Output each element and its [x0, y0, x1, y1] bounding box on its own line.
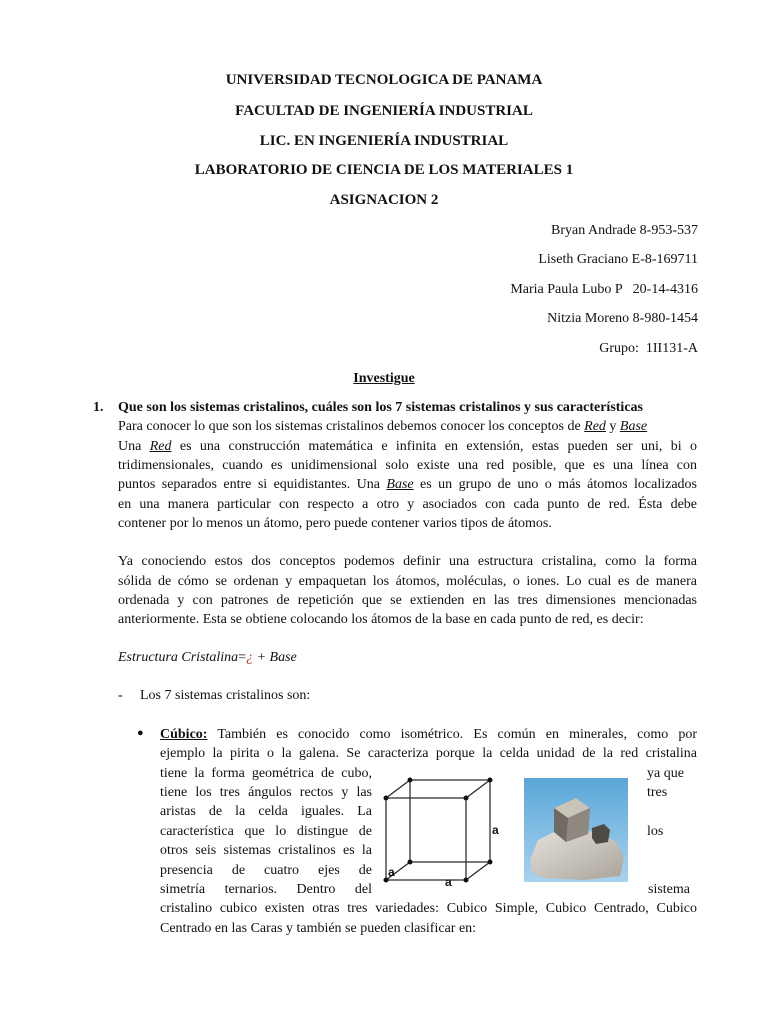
paragraph-line: Una Red es una construcción matemática e infinita en extensión, estas pueden ser uni, bi o: [118, 439, 698, 454]
lattice-point: [464, 878, 469, 883]
cubic-right-word: sistema: [648, 882, 690, 897]
program-title: LIC. EN INGENIERÍA INDUSTRIAL: [259, 133, 509, 149]
faculty-title: FACULTAD DE INGENIERÍA INDUSTRIAL: [235, 103, 533, 119]
cubic-right-word: ya que: [647, 766, 684, 781]
list-dash: -: [118, 688, 123, 703]
cubic-cell-diagram: [380, 770, 510, 888]
lattice-point: [488, 860, 493, 865]
author-line: Bryan Andrade 8-953-537: [551, 223, 698, 238]
cubic-line: aristas de la celda iguales. La: [160, 804, 372, 819]
group-line: Grupo: 1II131-A: [599, 341, 698, 356]
lattice-point: [408, 778, 413, 783]
term-red: Red: [149, 439, 172, 454]
paragraph-line: en una manera particular con respecto a otro y asociados con cada punto de red. Ésta debe: [118, 497, 697, 512]
lattice-point: [488, 778, 493, 783]
paragraph-line: sólida de cómo se ordenan y empaquetan los átomos, moléculas, o iones. Lo cual es de manera: [118, 574, 697, 589]
author-line: Nitzia Moreno 8-980-1454: [547, 311, 698, 326]
cubic-line: tiene los tres ángulos rectos y las: [160, 785, 372, 800]
cubic-line: ejemplo la pirita o la galena. Se caracteriza porque la celda unidad de la red cristalina: [160, 746, 697, 761]
cubic-line: cristalino cubico existen otras tres variedades: Cubico Simple, Cubico Centrado, Cubico: [160, 901, 697, 916]
cubic-line: otros seis sistemas cristalinos es la: [160, 843, 372, 858]
bullet-icon: ●: [137, 727, 144, 739]
cubic-line: característica que lo distingue de: [160, 824, 372, 839]
paragraph-line: contener por lo menos un átomo, pero puede contener varios tipos de átomos.: [118, 516, 552, 531]
cube-edge: [386, 780, 410, 798]
cubic-line: Cúbico: También es conocido como isométrico. Es común en minerales, como por: [160, 727, 698, 742]
lattice-point: [408, 860, 413, 865]
edge-label: a: [492, 823, 499, 837]
cubic-right-word: los: [647, 824, 664, 839]
term-cubic: Cúbico:: [160, 727, 208, 742]
cube-edge: [466, 862, 490, 880]
assignment-title: ASIGNACION 2: [329, 192, 439, 208]
cubic-right-word: tres: [647, 785, 668, 800]
paragraph-line: anteriormente. Esta se obtiene colocando los átomos de la base en cada punto de red, es decir:: [118, 612, 644, 627]
cube-back-face: [410, 780, 490, 862]
author-line: Maria Paula Lubo P 20-14-4316: [510, 282, 698, 297]
lattice-point: [464, 796, 469, 801]
paragraph-line: Ya conociendo estos dos conceptos podemos definir una estructura cristalina, como la forma: [118, 554, 697, 569]
crystal-formula: Estructura Cristalina=¿ + Base: [118, 650, 297, 665]
section-title: Investigue: [353, 371, 415, 386]
term-base: Base: [619, 419, 648, 434]
cubic-line: tiene la forma geométrica de cubo,: [160, 766, 372, 781]
author-line: Liseth Graciano E-8-169711: [538, 252, 698, 267]
term-base: Base: [386, 477, 414, 492]
lab-title: LABORATORIO DE CIENCIA DE LOS MATERIALES 1: [194, 162, 574, 178]
cubic-line: presencia de cuatro ejes de: [160, 863, 372, 878]
cubic-line: Centrado en las Caras y también se pueden clasificar en:: [160, 921, 477, 936]
question-number: 1.: [93, 400, 104, 415]
paragraph-line: ordenada y con patrones de repetición que se extienden en las tres dimensiones mencionadas: [118, 593, 697, 608]
edge-label: a: [445, 875, 452, 888]
university-title: UNIVERSIDAD TECNOLOGICA DE PANAMA: [225, 72, 543, 88]
cube-edge: [466, 780, 490, 798]
edge-label: a: [388, 865, 395, 879]
list-intro-text: Los 7 sistemas cristalinos son:: [140, 688, 311, 703]
paragraph-line: Para conocer lo que son los sistemas cristalinos debemos conocer los conceptos de Red y Base: [118, 419, 648, 434]
lattice-point: [384, 796, 389, 801]
paragraph-line: puntos separados entre si equidistantes. Una Base es un grupo de uno o más átomos localizados: [118, 477, 698, 492]
paragraph-line: tridimensionales, cuando es unidimensional solo existe una red posible, que es una línea con: [118, 458, 697, 473]
cube-front-face: [386, 798, 466, 880]
cubic-line: simetría ternarios. Dentro del: [160, 882, 372, 897]
pyrite-photo: [524, 778, 628, 882]
question-text: Que son los sistemas cristalinos, cuáles son los 7 sistemas cristalinos y sus características: [118, 400, 643, 415]
term-red: Red: [584, 419, 606, 434]
